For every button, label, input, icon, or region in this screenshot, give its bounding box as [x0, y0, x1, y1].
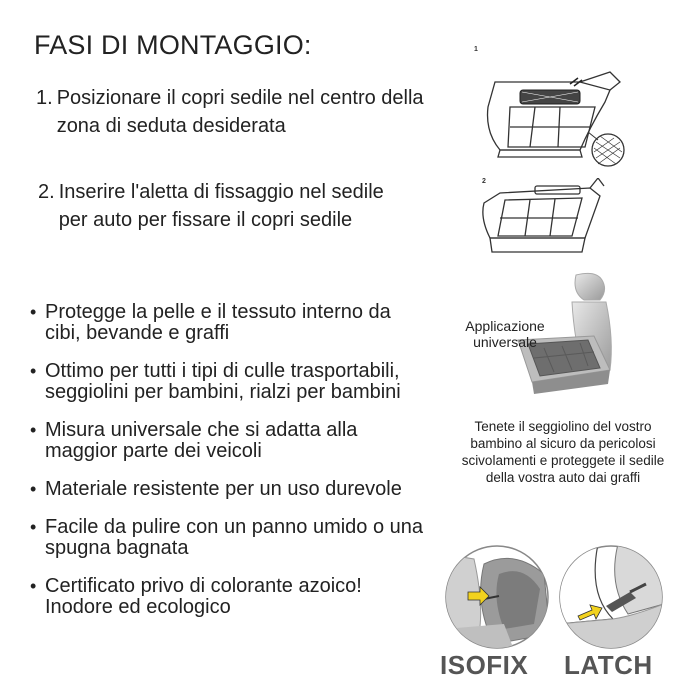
step-1 [36, 84, 426, 140]
bullet-icon: • [30, 479, 37, 499]
step-1-seat-illustration [470, 52, 670, 172]
step-2 [38, 178, 418, 234]
page-title: FASI DI MONTAGGIO: [34, 30, 312, 60]
bullet-icon: • [30, 361, 37, 381]
bullet-icon: • [30, 517, 37, 537]
bullet-icon: • [30, 302, 37, 322]
step-2-illustration-number: 2 [482, 178, 486, 185]
step-1-number: 1. [36, 87, 53, 109]
feature-list [30, 302, 425, 635]
safety-caption: Tenete il seggiolino del vostro bambino al sicuro da pericolosi scivolamenti e proteggete il sedile della vostra auto dai graffi [461, 419, 665, 485]
step-1-text: Posizionare il copri sedile nel centro della zona di seduta desiderata [56, 87, 424, 137]
step-2-seat-illustration [470, 178, 670, 268]
bullet-icon: • [30, 576, 37, 596]
step-2-text: Inserire l'aletta di fissaggio nel sedile per auto per fissare il copri sedile [58, 181, 384, 231]
feature-item: • Certificato privo di colorante azoico! Inodore ed ecologico [30, 575, 362, 618]
bullet-icon: • [30, 420, 37, 440]
isofix-illustration [444, 544, 550, 650]
step-1-illustration-number: 1 [474, 46, 478, 53]
feature-item: • Facile da pulire con un panno umido o una spugna bagnata [30, 516, 424, 559]
feature-item: • Protegge la pelle e il tessuto interno da cibi, bevande e graffi [30, 301, 391, 344]
step-2-number: 2. [38, 181, 55, 203]
isofix-label: ISOFIX [440, 650, 529, 680]
feature-item: • Materiale resistente per un uso durevole [30, 478, 402, 500]
latch-illustration [558, 544, 664, 650]
application-caption: Applicazione universale [465, 318, 545, 350]
latch-label: LATCH [564, 650, 653, 680]
feature-item: • Misura universale che si adatta alla maggior parte dei veicoli [30, 419, 358, 462]
feature-item: • Ottimo per tutti i tipi di culle trasportabili, seggiolini per bambini, rialzi per bambini [30, 360, 401, 403]
